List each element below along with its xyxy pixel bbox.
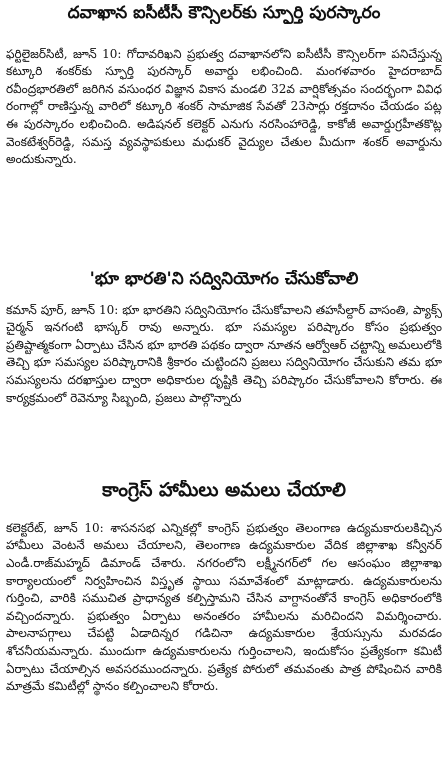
headline: 'భూ భారతి'ని సద్వినియోగం చేసుకోవాలి [89, 270, 359, 289]
headline: కాంగ్రెస్ హామీలు అమలు చేయాలి [102, 480, 346, 501]
article-counsellor-award [6, 4, 442, 266]
article-congress-promises [6, 480, 442, 780]
headline: దవాఖాన ఐసీటీసీ కౌన్సిలర్‌కు స్ఫూర్తి పురస్కారం [67, 4, 381, 23]
article-body: కమాన్ పూర్, జూన్ 10: భూ భారతిని సద్వినియోగం చేసుకోవాలని తహసీల్దార్ వాసంతి, ప్యాక్స్ చైర్మన్ ఇనగంటి భాస్కర్ రావు అన్నారు. భూ సమస్యల పరిష్కారం కోసం ప్రభుత్వం ప్రతిష్టాత్మకంగా ఏర్పాటు చేసిన భూ భారతి పథకం ద్వారా నూతన ఆర్వోఆర్ చట్టాన్ని అమలులోకి తెచ్చి భూ సమస్యల పరిష్కారానికి శ్రీకారం చుట్టిందని ప్రజలు సద్వినియోగం చేసుకుని తమ భూ సమస్యలను దరఖాస్తుల ద్వారా అధికారుల దృష్టికి తెచ్చి పరిష్కారం చేసుకోవాలని కోరారు. ఈ కార్యక్రమంలో రెవెన్యూ సిబ్బంది, ప్రజలు పాల్గొన్నారు [6, 302, 442, 405]
article-body: కలెక్టరేట్, జూన్ 10: శాసనసభ ఎన్నికల్లో కాంగ్రెస్ ప్రభుత్వం తెలంగాణ ఉద్యమకారులకిచ్చిన హామీలు వెంటనే అమలు చేయాలని, తెలంగాణ ఉద్యమకారుల వేదిక జిల్లాశాఖ కన్వీనర్ ఎండీ.రాజ్‌మహ్మద్ డిమాండ్ చేశారు. నగరంలోని లక్ష్మీనగర్‌లో గల ఆసంఘం జిల్లాశాఖ కార్యాలయంలో నిర్వహించిన విస్తృత స్థాయి సమావేశంలో మాట్లాడారు. ఉద్యమకారులను గుర్తించి, వారికి సముచిత ప్రాధాన్యత కల్పిస్తామని చేసిన వాగ్దానంతోనే కాంగ్రెస్ అధికారంలోకి వచ్చిందన్నారు. ప్రభుత్వం ఏర్పాటు అనంతరం హామీలను మరిచిందని విమర్శించారు. పాలనాపగ్గాలు చేపట్టి ఏడాదిన్నర గడిచినా ఉద్యమకారుల శ్రేయస్సును మరవడం శోచనీయమన్నారు. ముందుగా ఉద్యమకారులను గుర్తించాలని, ఇందుకోసం ప్రత్యేకంగా కమిటీ ఏర్పాటు చేయాల్సిన అవసరముందన్నారు. ప్రత్యేక పోరులో తమవంతు పాత్ర పోషించిన వారికి మాత్రమే కమిటీల్లో స్థానం కల్పించాలని కోరారు. [6, 520, 442, 694]
article-body: ఫర్టిలైజర్‌సిటీ, జూన్ 10: గోదావరిఖని ప్రభుత్వ దవాఖానలోని ఐసీటీసీ కౌన్సిలర్‌గా పనిచేస్తున్న కట్కూరి శంకర్‌కు స్ఫూర్తి పురస్కార్ అవార్డు లభించింది. మంగళవారం హైదరాబాద్ రవీంద్రభారతిలో జరిగిన వసుంధర విజ్ఞాన వికాస మండలి 32వ వార్షికోత్సవం సందర్భంగా వివిధ రంగాల్లో రాణిస్తున్న వారిలో కట్కూరి శంకర్ సామాజిక సేవతో 23సార్లు రక్తదానం చేయడం పట్ల ఈ పురస్కారం లభించింది. అడిషనల్ కలెక్టర్ ఎనుగు నరసింహారెడ్డి, కాకోజీ అవార్డుగ్రహీతకొట్ల వెంకటేశ్వర్‌రెడ్డి, సమస్త వ్యవస్థాపకులు మధుకర్ వైద్యుల చేతుల మీదుగా శంకర్ అవార్డును అందుకున్నారు. [6, 46, 442, 167]
article-bhu-bharathi [6, 270, 442, 470]
